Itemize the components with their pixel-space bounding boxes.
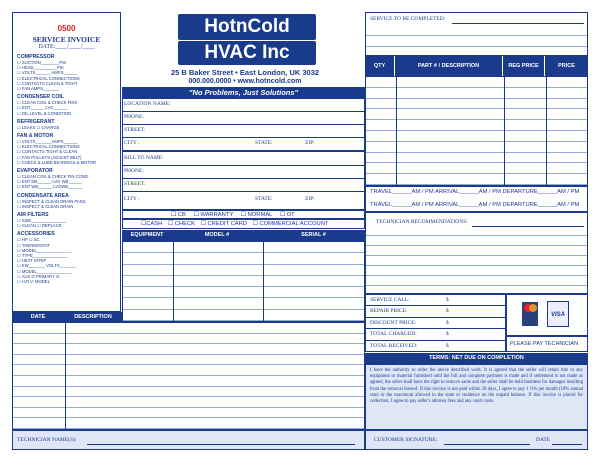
- checklist-item-label: CLEAN COIL & CHECK FIN COND.: [21, 174, 90, 180]
- date-col: DATE: [30, 314, 46, 320]
- checkbox-icon[interactable]: ☐: [17, 110, 22, 116]
- table-row[interactable]: [366, 153, 587, 164]
- checklist-item[interactable]: [17, 160, 116, 165]
- checkbox-icon[interactable]: ☐: [17, 223, 22, 229]
- checkbox-icon[interactable]: ☐: [17, 80, 22, 86]
- table-row[interactable]: [123, 310, 364, 321]
- service-panel: [365, 12, 588, 56]
- checklist-item-label: H.R.V. MODEL: [21, 279, 50, 285]
- checkbox-icon[interactable]: ☐: [17, 86, 22, 92]
- description-col: DESCRIPTION: [74, 314, 112, 320]
- checklist-item-label: CONTACTS TIGHT & CLEAN: [21, 149, 78, 155]
- company-slogan: "No Problems, Just Solutions": [122, 87, 365, 98]
- checklist-item-label: CLEAN ☐ REPLACE: [21, 223, 62, 229]
- billing-phone-label: PHONE:: [124, 168, 144, 174]
- currency-symbol: $: [446, 331, 449, 338]
- checkbox-icon[interactable]: ☐: [17, 263, 22, 269]
- checklist-item-label: VOLTS_______AMPS______: [21, 70, 78, 76]
- checkbox-icon[interactable]: ☐: [17, 258, 22, 264]
- checkbox-icon[interactable]: ☐: [17, 247, 22, 253]
- company-contact: 000.000.0000 • www.hotncold.com: [188, 78, 302, 85]
- table-row[interactable]: [123, 298, 364, 309]
- checkbox-icon[interactable]: ☐: [17, 174, 22, 180]
- checklist-item[interactable]: [17, 111, 116, 116]
- pay-technician-label: PLEASE PAY TECHNICIAN: [510, 341, 579, 347]
- company-address: 25 B Baker Street • East London, UK 3032: [170, 68, 320, 77]
- location-city-label: CITY :: [124, 140, 140, 146]
- recommendations-panel: [365, 212, 588, 294]
- charge-label: TOTAL CHARGED:: [370, 331, 417, 338]
- checkbox-icon[interactable]: ☐: [17, 70, 22, 76]
- recommendation-line[interactable]: [366, 255, 587, 256]
- checklist-item-label: CHECK & LUBE BEARINGS & MOTOR: [21, 159, 97, 165]
- charge-label: DISCOUNT PRICE:: [370, 319, 417, 326]
- price-col: PRICE: [558, 63, 575, 69]
- checklist-section-title: CONDENSER COIL: [17, 94, 64, 101]
- checkbox-cb[interactable]: ☐ CB: [171, 212, 186, 218]
- table-row[interactable]: [366, 99, 587, 110]
- table-row[interactable]: [366, 88, 587, 99]
- checkbox-warranty[interactable]: ☐ WARRANTY: [193, 212, 234, 218]
- checklist-item-label: THERMOSTAT: [21, 242, 51, 248]
- charges-panel: [365, 294, 506, 352]
- checkbox-icon[interactable]: ☐: [17, 149, 22, 155]
- billing-zip-label: ZIP:: [305, 196, 315, 202]
- checkbox-commercial-account[interactable]: ☐ COMMERCIAL ACCOUNT: [252, 221, 329, 227]
- checklist-item[interactable]: [17, 204, 116, 209]
- billing-name-label: BILL TO NAME:: [124, 155, 164, 161]
- customer-signature-row: [365, 430, 588, 450]
- table-row[interactable]: [366, 77, 587, 88]
- currency-symbol: $: [446, 297, 449, 303]
- checkbox-icon[interactable]: ☐: [17, 279, 22, 285]
- labor-header: [12, 312, 122, 322]
- checkbox-icon[interactable]: ☐: [17, 198, 22, 204]
- checklist-item-label: HP ☐ SC: [21, 237, 40, 243]
- checklist-item-label: LEAKS ☐ CHARGE: [21, 124, 60, 130]
- equipment-header: [122, 230, 365, 241]
- charge-row: [366, 318, 505, 329]
- checklist-section-title: FAN & MOTOR: [17, 133, 54, 140]
- checkbox-icon[interactable]: ☐: [17, 218, 22, 224]
- checklist-item-label: OIL LEVEL & CONDITION: [21, 110, 72, 116]
- service-title: SERVICE TO BE COMPLETED:: [370, 16, 446, 22]
- labor-table: [12, 322, 365, 430]
- visa-icon: VISA: [547, 301, 569, 327]
- checkbox-icon[interactable]: ☐: [17, 144, 22, 150]
- checklist-item-label: HEAT STRIP: [21, 258, 47, 264]
- checklist-item-label: ENT WB______ LVGWB______: [21, 184, 83, 190]
- checklist-item-label: FAN AMPS_______: [21, 86, 60, 92]
- logo-line2: HVAC Inc: [178, 41, 316, 65]
- checkbox-icon[interactable]: ☐: [17, 253, 22, 259]
- checklist-item-label: INSPECT & CLEAN DRAIN PANS: [21, 198, 86, 204]
- checklist-item[interactable]: [17, 125, 116, 130]
- recommendation-line[interactable]: [366, 245, 587, 246]
- checkbox-icon[interactable]: ☐: [17, 75, 22, 81]
- checklist-section-title: COMPRESSOR: [17, 54, 55, 60]
- table-row[interactable]: [366, 142, 587, 153]
- recommendation-line[interactable]: [366, 275, 587, 276]
- checkbox-check[interactable]: ☐ CHECK: [167, 221, 196, 227]
- part-col: PART # / DESCRIPTION: [395, 56, 503, 76]
- checklist-panel: [12, 12, 121, 312]
- checklist-item-label: MODEL_______________: [21, 268, 72, 274]
- currency-symbol: $: [446, 308, 449, 315]
- model-col: MODEL #: [204, 232, 230, 238]
- location-zip-label: ZIP:: [305, 140, 315, 146]
- location-name-label: LOCATION NAME:: [124, 101, 171, 107]
- checkbox-credit-card[interactable]: ☐ CREDIT CARD: [200, 221, 247, 227]
- table-row[interactable]: [123, 265, 364, 276]
- currency-symbol: $: [446, 342, 449, 349]
- checkbox-ot[interactable]: ☐ OT: [279, 212, 295, 218]
- checklist-section-title: EVAPORATOR: [17, 168, 53, 175]
- checkbox-icon[interactable]: ☐: [17, 159, 22, 165]
- checklist-item-label: SIZE_______________: [21, 218, 67, 224]
- mastercard-icon: [521, 301, 539, 327]
- checklist: [17, 54, 116, 284]
- charge-row: [366, 329, 505, 340]
- checkbox-icon[interactable]: ☐: [17, 273, 22, 279]
- checkbox-icon[interactable]: ☐: [17, 105, 22, 111]
- invoice-date: DATE:____/____/____: [38, 44, 95, 50]
- billing-state-label: STATE:: [255, 196, 273, 202]
- checklist-item-label: AUX O PRIMARY O: [21, 273, 60, 279]
- customer-signature-field[interactable]: [444, 444, 530, 445]
- checklist-item-label: INSPECT & CLEAN DRAIN: [21, 203, 74, 209]
- checkbox-icon[interactable]: ☐: [17, 60, 22, 65]
- terms-panel: [365, 364, 588, 430]
- charge-row: [366, 306, 505, 317]
- table-row[interactable]: [366, 120, 587, 131]
- table-row[interactable]: [123, 276, 364, 287]
- charge-label: TOTAL RECEIVED:: [370, 342, 418, 349]
- currency-symbol: $: [446, 319, 449, 326]
- checklist-item[interactable]: [17, 223, 116, 228]
- reg-price-col: REG PRICE: [503, 56, 545, 76]
- recommendations-label: TECHNICIAN RECOMMENDATIONS:: [376, 219, 468, 225]
- billing-street-label: STREET:: [124, 181, 146, 187]
- company-logo: [178, 14, 316, 64]
- checklist-item-label: ELECTRICAL CONNECTIONS: [21, 75, 80, 81]
- invoice-number: 0500: [57, 24, 76, 33]
- checklist-item-label: ENT DB______ LVG WB______: [21, 179, 83, 185]
- checklist-item-label: VOLTS_______AMPS______: [21, 139, 78, 145]
- recommendation-line[interactable]: [366, 285, 587, 286]
- checklist-item-label: KW_______ VOLTS_______: [21, 263, 76, 269]
- table-row[interactable]: [123, 242, 364, 253]
- table-row[interactable]: [366, 109, 587, 120]
- charge-label: SERVICE CALL:: [370, 297, 410, 303]
- checkbox-icon[interactable]: ☐: [17, 203, 22, 209]
- charge-row: [366, 295, 505, 306]
- parts-header: [365, 56, 588, 76]
- invoice-title: SERVICE INVOICE: [32, 35, 101, 44]
- checklist-section-title: ACCESSORIES: [17, 231, 55, 238]
- technician-signature-row: [12, 430, 365, 450]
- checklist-section-title: REFRIGERANT: [17, 118, 55, 125]
- technician-name-field[interactable]: [87, 444, 355, 445]
- travel-panel: [365, 186, 588, 212]
- address-panel: [122, 98, 365, 210]
- charge-label: REPAIR PRICE:: [370, 308, 408, 315]
- equipment-col: EQUIPMENT: [130, 232, 164, 238]
- table-row[interactable]: [123, 253, 364, 264]
- options-row-2: [122, 219, 365, 229]
- checklist-item-label: FAN PULLEYS (ADJUST BELT): [21, 154, 82, 160]
- checkbox-icon[interactable]: ☐: [17, 65, 22, 71]
- checklist-item-label: CLEAN COIL & CHECK FINS: [21, 100, 78, 106]
- recommendation-line[interactable]: [366, 235, 587, 236]
- table-row[interactable]: [366, 131, 587, 142]
- checkbox-icon[interactable]: ☐: [17, 268, 22, 274]
- checklist-section-title: CONDENSATE AREA: [17, 192, 69, 199]
- qty-col: QTY: [365, 56, 395, 76]
- checklist-item-label: ELECTRICAL CONNECTIONS: [21, 144, 80, 150]
- checkbox-icon[interactable]: ☐: [17, 179, 22, 185]
- technician-name-label: TECHNICIAN NAME(S):: [17, 437, 77, 443]
- travel-row-1: TRAVEL______AM / PM ARRIVAL______AM / PM DEPARTURE______AM / PM: [370, 189, 580, 195]
- billing-city-label: CITY :: [124, 196, 140, 202]
- checklist-item-label: MODEL_______________: [21, 247, 72, 253]
- pay-technician-panel: [506, 336, 588, 352]
- charge-row: [366, 341, 505, 352]
- signature-date-label: DATE: [536, 437, 551, 443]
- options-row-1: [122, 210, 365, 219]
- checklist-section-title: AIR FILTERS: [17, 212, 49, 219]
- checkbox-icon[interactable]: ☐: [17, 154, 22, 160]
- checklist-item[interactable]: [17, 86, 116, 91]
- logo-line1: HotnCold: [178, 14, 316, 40]
- terms-body: I have the authority to order the above described work. It is agreed that the seller will retain title to any equipment or material furnished until the full and complete payment is made and if settlement is not made as agreed, the seller shall have the right to remove same and the seller shall be held harmless for damages resulting from the removal thereof. If this invoice is not paid within 30 days, I agree to pay 1 ½% per month (18% annual rate) or the maximum allowed in the state or residence on the unpaid balance. If this invoice is placed for collection, I agree to pay seller's attorney fees and any court costs.: [370, 368, 583, 405]
- checklist-item[interactable]: [17, 184, 116, 189]
- card-logos-panel: [506, 294, 588, 336]
- equipment-table: [122, 241, 365, 322]
- checklist-item-label: CONTACTS CLEAN & TIGHT: [21, 80, 78, 86]
- checkbox-cash[interactable]: ☐CASH: [141, 221, 163, 227]
- checkbox-normal[interactable]: ☐ NORMAL: [240, 212, 273, 218]
- location-state-label: STATE:: [255, 140, 273, 146]
- checkbox-icon[interactable]: ☐: [17, 237, 22, 243]
- checkbox-icon[interactable]: ☐: [17, 100, 22, 106]
- parts-table: [365, 76, 588, 186]
- checklist-item-label: HEAD__________PSI: [21, 65, 64, 71]
- checklist-item-label: TYPE_______________: [21, 253, 68, 259]
- checkbox-icon[interactable]: ☐: [17, 242, 22, 248]
- location-phone-label: PHONE:: [124, 114, 144, 120]
- checkbox-icon[interactable]: ☐: [17, 124, 22, 130]
- location-street-label: STREET:: [124, 127, 146, 133]
- customer-signature-label: CUSTOMER SIGNATURE:: [374, 437, 438, 443]
- terms-header: TERMS: NET DUE ON COMPLETION: [365, 353, 588, 364]
- table-row[interactable]: [123, 287, 364, 298]
- serial-col: SERIAL #: [301, 232, 326, 238]
- recommendation-line[interactable]: [366, 265, 587, 266]
- table-row[interactable]: [366, 163, 587, 174]
- checklist-item-label: ENT______ LVG______: [21, 105, 68, 111]
- checklist-item[interactable]: [17, 279, 116, 284]
- checkbox-icon[interactable]: ☐: [17, 184, 22, 190]
- table-row[interactable]: [366, 174, 587, 185]
- travel-row-2: TRAVEL______AM / PM ARRIVAL______AM / PM DEPARTURE______AM / PM: [370, 202, 580, 208]
- checkbox-icon[interactable]: ☐: [17, 139, 22, 145]
- signature-date-field[interactable]: [552, 444, 582, 445]
- checklist-item-label: SUCTION________PSI: [21, 60, 67, 65]
